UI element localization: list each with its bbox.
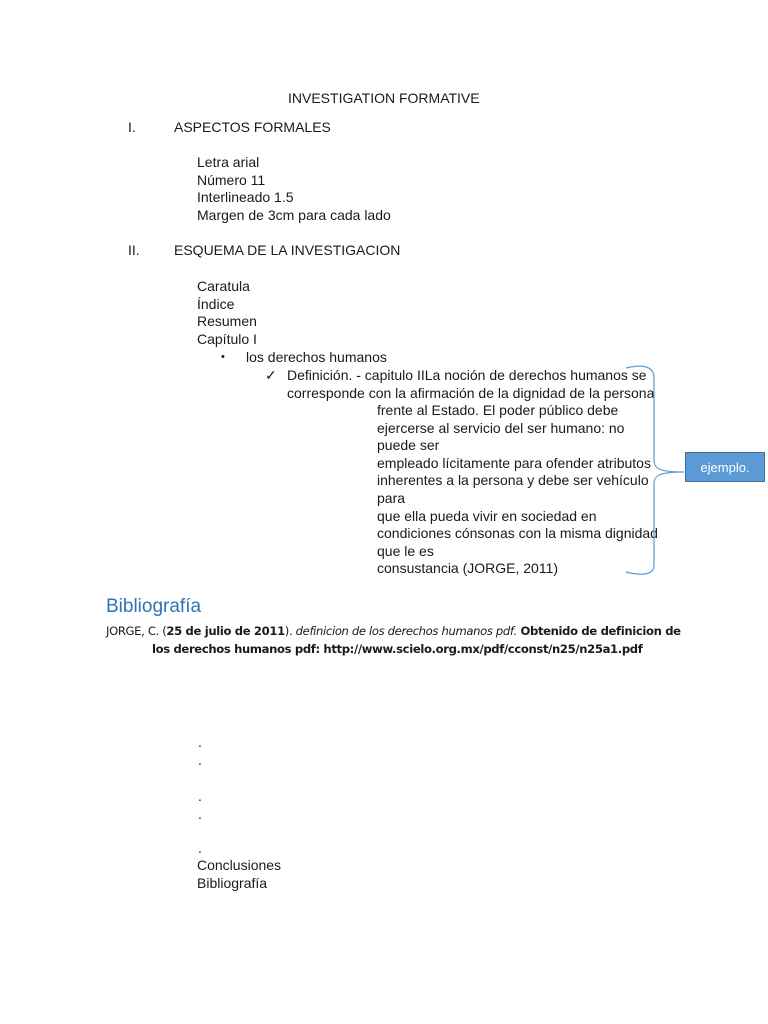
list-item: Índice <box>197 295 235 312</box>
ref-date: 25 de julio de 2011 <box>166 624 285 638</box>
bullet-item: los derechos humanos <box>246 349 387 365</box>
dot-marker: . <box>198 734 202 750</box>
dot-marker: . <box>198 788 202 804</box>
list-item: Número 11 <box>197 171 266 188</box>
ref-title: definicion de los derechos humanos pdf. <box>295 624 517 638</box>
ref-author: JORGE, C. ( <box>106 624 167 638</box>
definition-line: empleado lícitamente para ofender atributos <box>377 454 651 471</box>
list-item: Interlineado 1.5 <box>197 189 294 206</box>
brace-connector <box>620 360 690 580</box>
list-item: Letra arial <box>197 154 260 170</box>
definition-line: para <box>377 489 406 506</box>
section-1-list <box>197 154 391 224</box>
definition-line: que le es <box>377 542 434 559</box>
dot-marker: . <box>198 752 202 768</box>
list-item: Bibliografía <box>197 874 268 891</box>
definition-line: consustancia (JORGE, 2011) <box>377 560 559 577</box>
list-item: Capítulo I <box>197 330 257 347</box>
definition-line: Definición. - capitulo IILa noción de derechos humanos se <box>287 367 647 383</box>
definition-block <box>377 402 658 578</box>
definition-line: que ella pueda vivir en sociedad en <box>377 507 597 524</box>
definition-line: corresponde con la afirmación de la dignidad de la persona <box>287 385 655 401</box>
bibliography-reference <box>106 622 681 658</box>
ref-line-2: los derechos humanos pdf: http://www.scielo.org.mx/pdf/cconst/n25/n25a1.pdf <box>152 642 643 656</box>
section-1-title: ASPECTOS FORMALES <box>174 119 331 135</box>
document-title: INVESTIGATION FORMATIVE <box>288 90 480 106</box>
dot-marker: . <box>198 840 202 856</box>
section-1-number: I. <box>128 119 136 135</box>
closing-list <box>197 857 281 892</box>
definition-line: puede ser <box>377 437 440 454</box>
section-2-number: II. <box>128 242 140 258</box>
definition-line: frente al Estado. El poder público debe <box>377 402 619 418</box>
definition-line: inherentes a la persona y debe ser vehículo <box>377 472 649 489</box>
bibliography-heading: Bibliografía <box>106 596 202 617</box>
list-item: Conclusiones <box>197 857 282 873</box>
definition-line: ejercerse al servicio del ser humano: no <box>377 419 625 436</box>
definition-line: condiciones cónsonas con la misma dignidad <box>377 525 658 542</box>
list-item: Caratula <box>197 278 250 294</box>
bullet-icon: • <box>221 351 225 363</box>
list-item: Resumen <box>197 313 257 330</box>
section-2-title: ESQUEMA DE LA INVESTIGACION <box>174 242 401 258</box>
dot-marker: . <box>198 806 202 822</box>
checkmark-icon: ✓ <box>265 367 277 383</box>
ref-close: ). <box>284 624 296 638</box>
callout-box: ejemplo. <box>685 452 765 482</box>
list-item: Margen de 3cm para cada lado <box>197 206 391 223</box>
ref-obtained: Obtenido de definicion de <box>516 624 681 638</box>
section-2-list <box>197 278 257 348</box>
